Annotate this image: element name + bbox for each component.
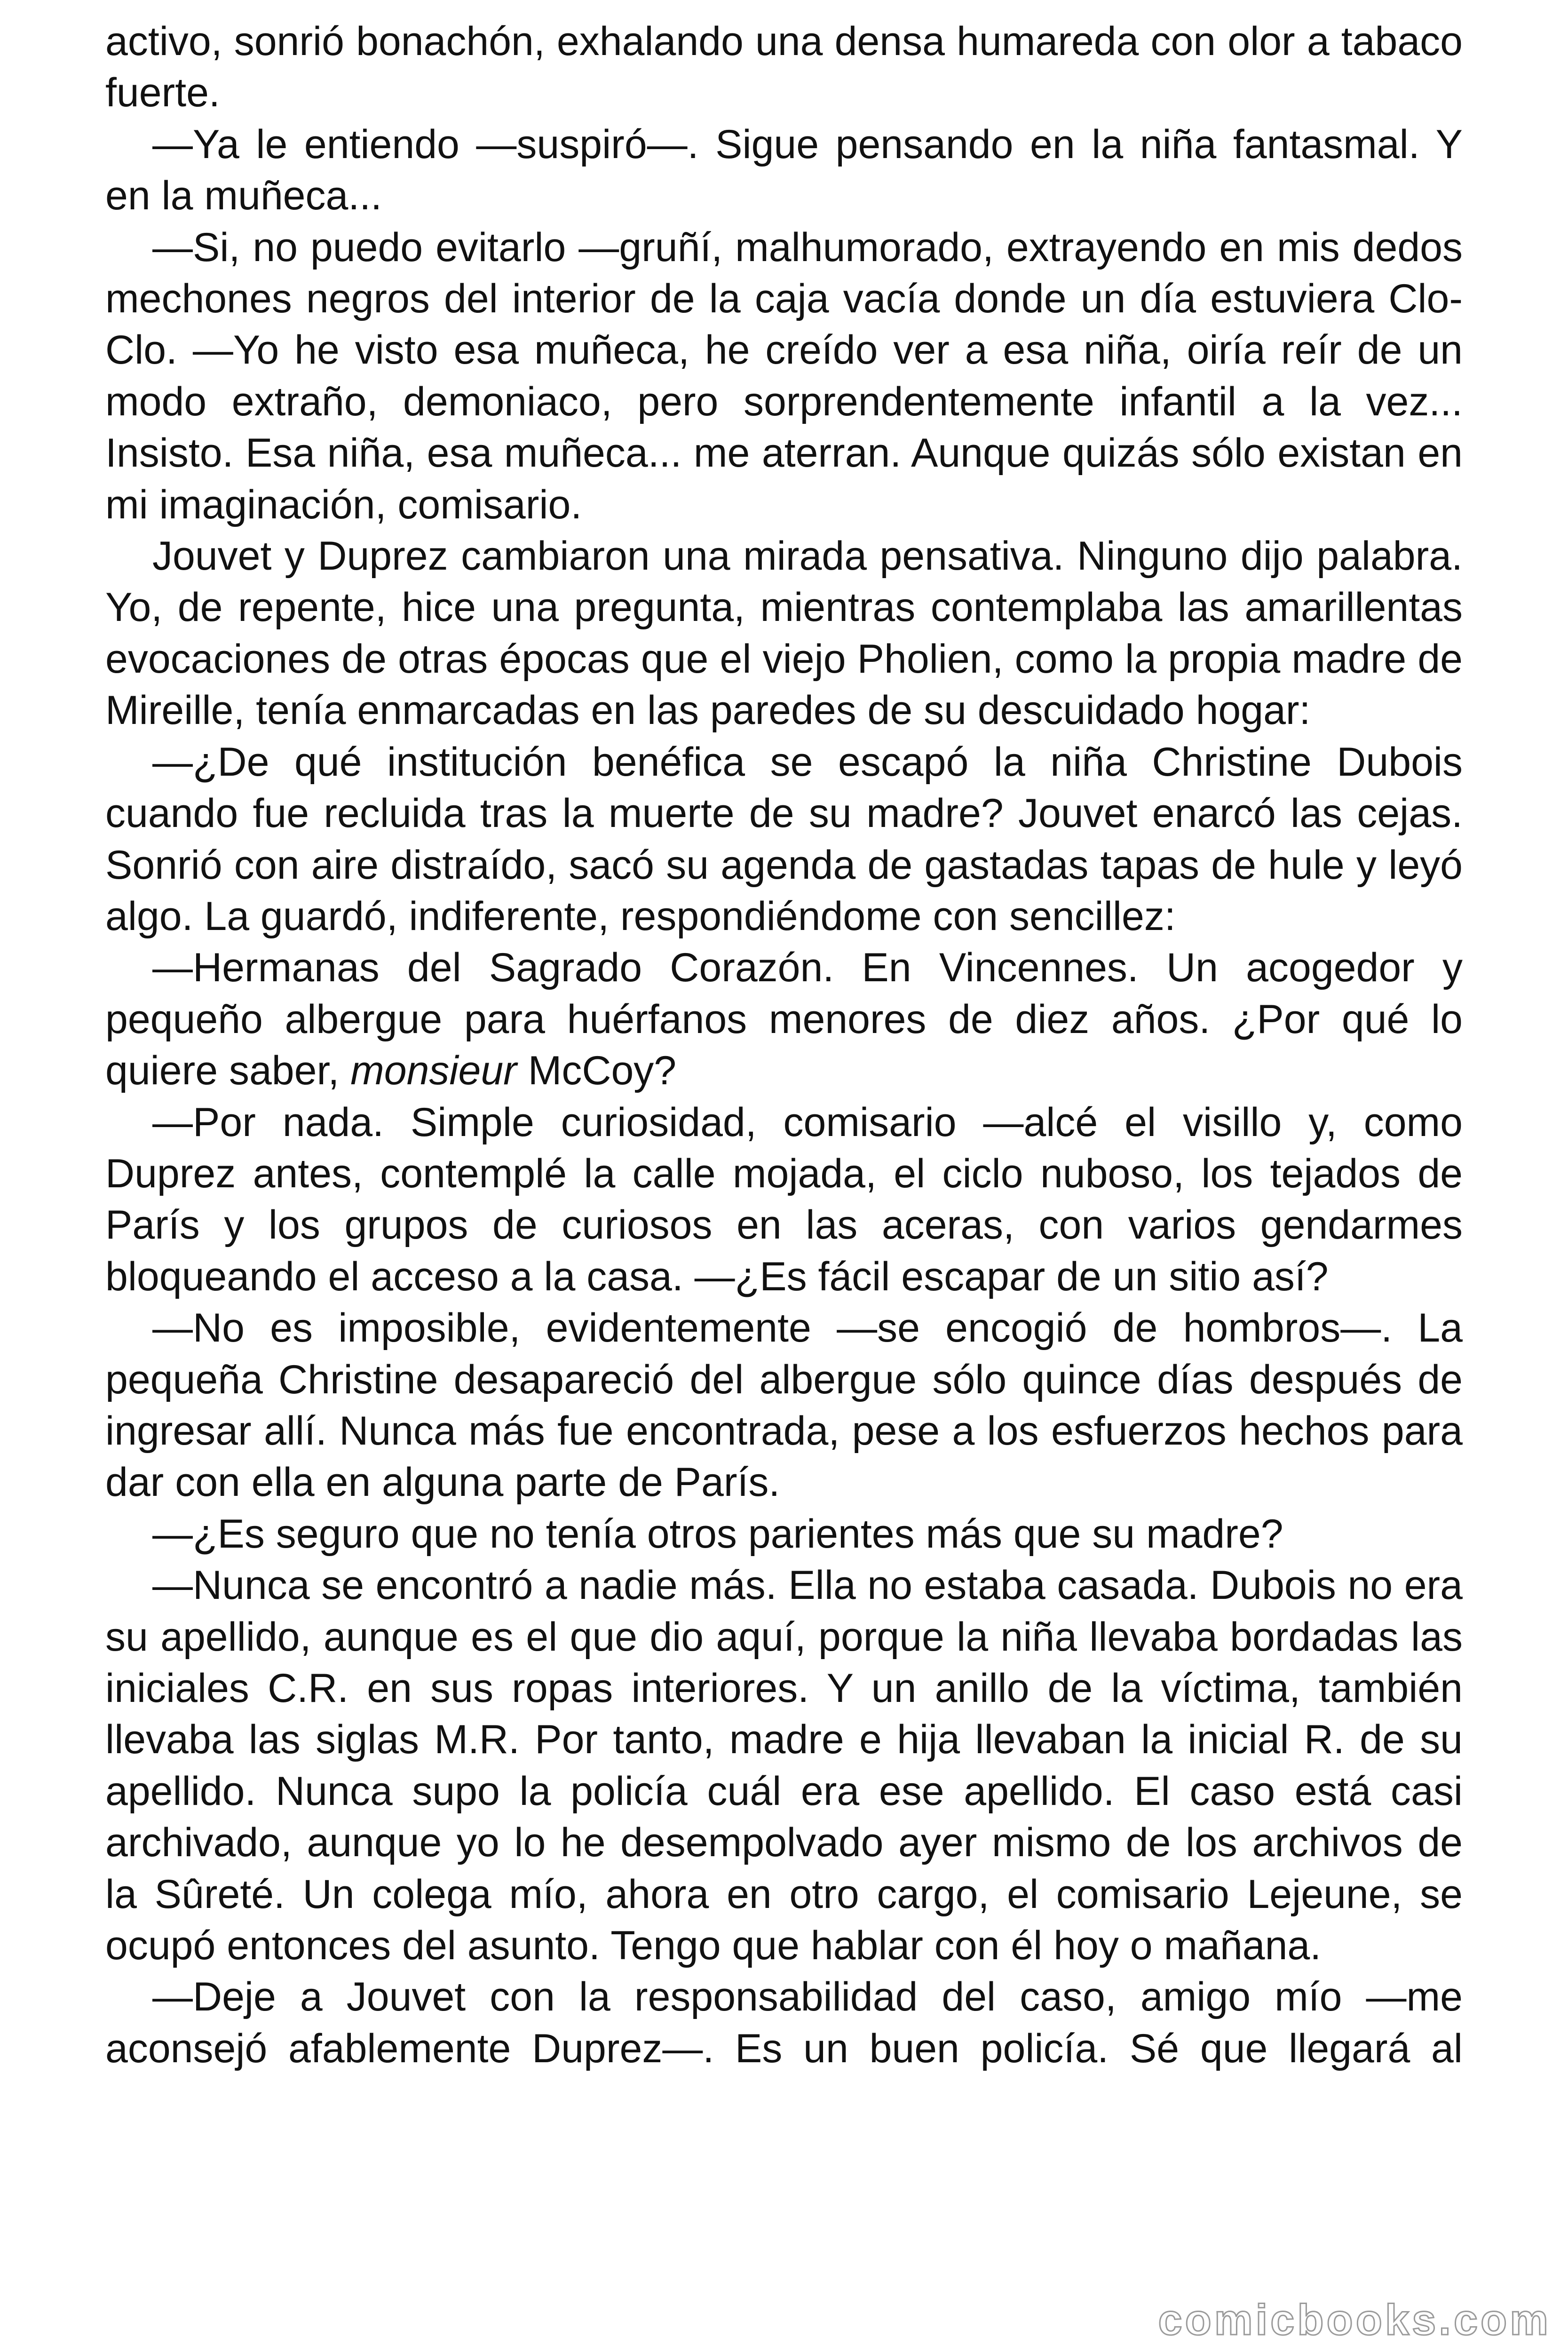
paragraph [105,16,1463,119]
text-run: —Por nada. Simple curiosidad, comisario —alcé el visillo y, como Duprez antes, contemplé la calle mojada, el ciclo nuboso, los tejados de París y los grupos de curiosos en las aceras, con varios gendarmes bloqueando el acceso a la casa. —¿Es fácil escapar de un sitio así? [105,1099,1463,1299]
paragraph [105,531,1463,737]
text-run: —Si, no puedo evitarlo —gruñí, malhumorado, extrayendo en mis dedos mechones negros del interior de la caja vacía donde un día estuviera Clo-Clo. —Yo he visto esa muñeca, he creído ver a esa niña, oiría reír de un modo extraño, demoniaco, pero sorprendentemente infantil a la vez... Insisto. Esa niña, esa muñeca... me aterran. Aunque quizás sólo existan en mi imaginación, comisario. [105,224,1463,527]
paragraph [105,119,1463,222]
watermark: comicbooks.com [1158,2296,1551,2344]
paragraph [105,1509,1463,1560]
text-run: —Ya le entiendo —suspiró—. Sigue pensando en la niña fantasmal. Y en la muñeca... [105,121,1463,219]
text-run: —¿De qué institución benéfica se escapó la niña Christine Dubois cuando fue recluida tras la muerte de su madre? Jouvet enarcó las cejas. Sonrió con aire distraído, sacó su agenda de gastadas tapas de hule y leyó algo. La guardó, indiferente, respondiéndome con sencillez: [105,739,1463,939]
book-page-text [105,16,1463,2074]
text-run: —Hermanas del Sagrado Corazón. En Vincennes. Un acogedor y pequeño albergue para huérfanos menores de diez años. ¿Por qué lo quiere saber, [105,945,1463,1094]
paragraph [105,942,1463,1097]
paragraph [105,222,1463,531]
text-run: Jouvet y Duprez cambiaron una mirada pensativa. Ninguno dijo palabra. Yo, de repente, hice una pregunta, mientras contemplaba las amarillentas evocaciones de otras épocas que el viejo Pholien, como la propia madre de Mireille, tenía enmarcadas en las paredes de su descuidado hogar: [105,533,1463,733]
text-run: McCoy? [516,1048,677,1094]
paragraph [105,1097,1463,1303]
text-run: —Deje a Jouvet con la responsabilidad del caso, amigo mío —me aconsejó afablemente Duprez—. Es un buen policía. Sé que llegará al [105,1974,1463,2071]
italic-text: monsieur [350,1048,517,1094]
text-run: —¿Es seguro que no tenía otros parientes más que su madre? [152,1511,1283,1557]
paragraph [105,1971,1463,2074]
text-run: —No es imposible, evidentemente —se encogió de hombros—. La pequeña Christine desapareció del albergue sólo quince días después de ingresar allí. Nunca más fue encontrada, pese a los esfuerzos hechos para dar con ella en alguna parte de París. [105,1305,1463,1505]
paragraph [105,1560,1463,1971]
paragraph [105,1303,1463,1509]
text-run: activo, sonrió bonachón, exhalando una densa humareda con olor a tabaco fuerte. [105,19,1463,116]
paragraph [105,737,1463,943]
text-run: —Nunca se encontró a nadie más. Ella no estaba casada. Dubois no era su apellido, aunque es el que dio aquí, porque la niña llevaba bordadas las iniciales C.R. en sus ropas interiores. Y un anillo de la víctima, también llevaba las siglas M.R. Por tanto, madre e hija llevaban la inicial R. de su apellido. Nunca supo la policía cuál era ese apellido. El caso está casi archivado, aunque yo lo he desempolvado ayer mismo de los archivos de la Sûreté. Un colega mío, ahora en otro cargo, el comisario Lejeune, se ocupó entonces del asunto. Tengo que hablar con él hoy o mañana. [105,1563,1463,1969]
